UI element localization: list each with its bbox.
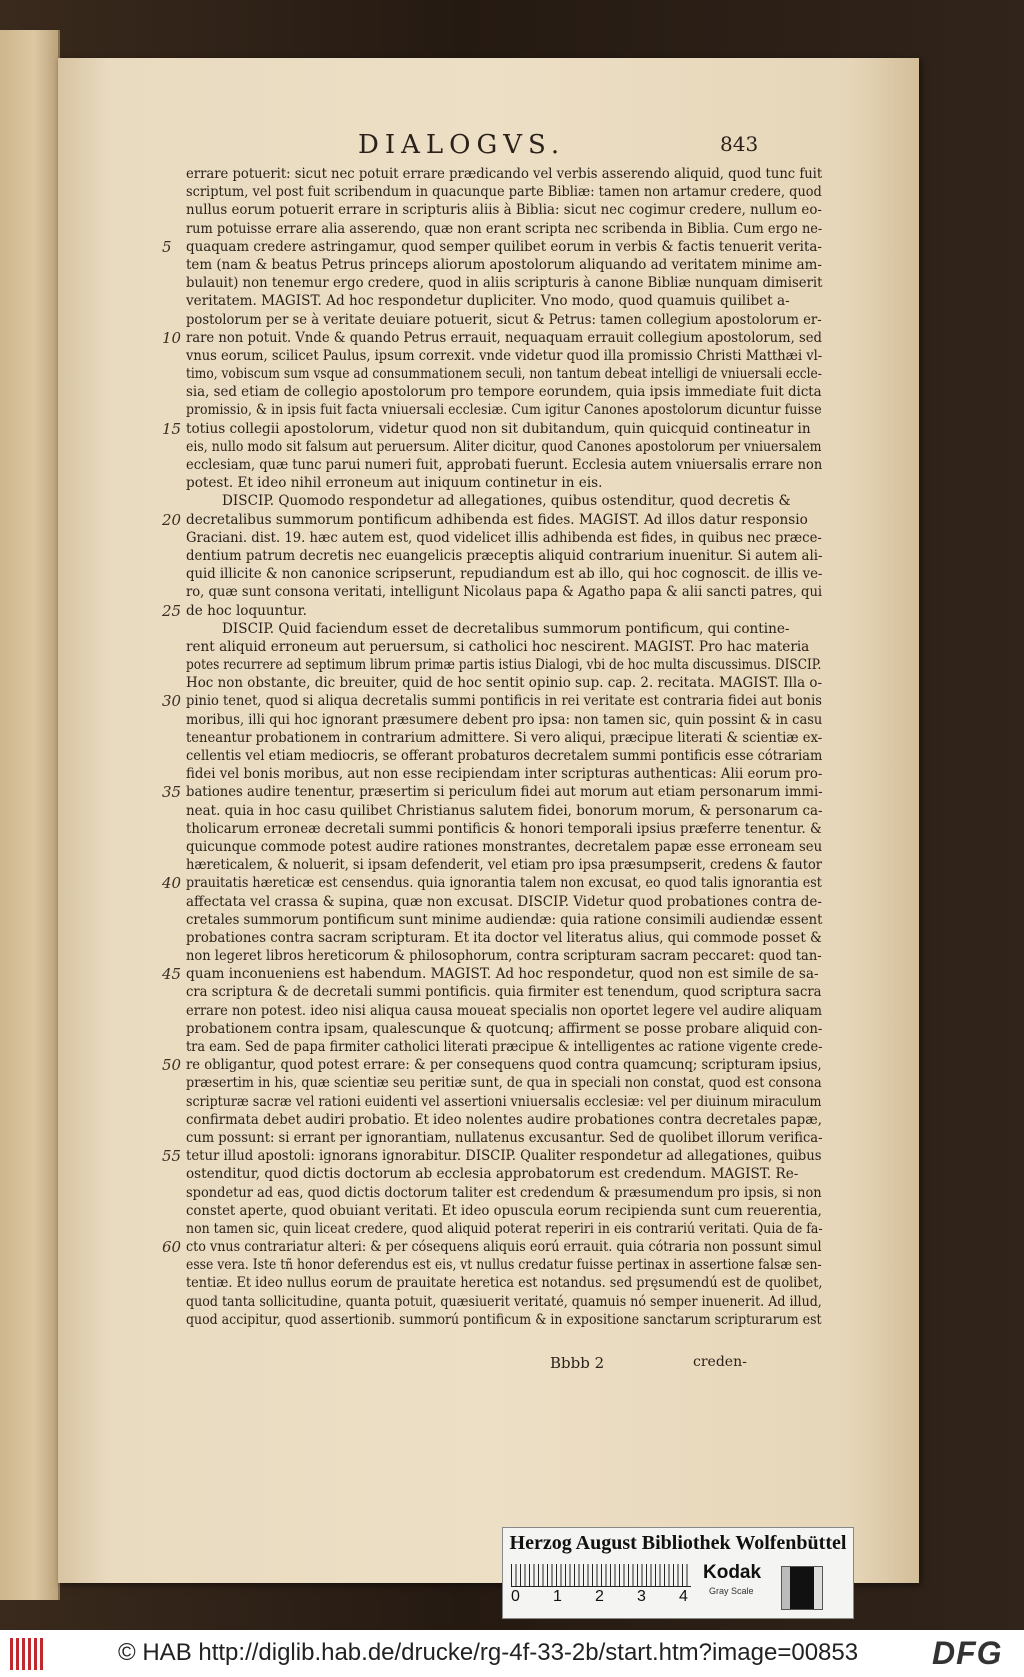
line-text: ecclesiam, quæ tunc parui numeri fuit, approbati fuerunt. Ecclesia autem vniuersalis errare non: [186, 457, 823, 473]
line-text: scripturæ sacræ vel rationi euidenti vel assertioni vniuersalis ecclesiæ: vel per diuinum miraculum: [186, 1093, 822, 1110]
line-number: 50: [162, 1056, 182, 1075]
line-text: neat. quia in hoc casu quilibet Christianus salutem fidei, bonorum morum, & personarum ca-: [186, 802, 823, 819]
hab-logo-icon: [10, 1638, 44, 1670]
text-line: [122, 456, 822, 474]
line-text: fidei vel bonis moribus, aut non esse recipiendam inter scripturas authenticas: Alii eorum pro-: [186, 766, 823, 783]
text-line: [122, 765, 822, 783]
ruler-number: 4: [679, 1588, 688, 1605]
text-line: [122, 583, 822, 601]
line-text: hæreticalem, & noluerit, si ipsam defenderit, vel etiam pro ipsa præsumpserit, credens & fautor: [186, 857, 822, 874]
text-line: [122, 1165, 822, 1183]
line-text: rent aliquid erroneum aut peruersum, si catholici hoc nescirent. MAGIST. Pro hac materia: [186, 638, 810, 655]
line-text: tetur illud apostoli: ignorans ignorabitur. DISCIP. Qualiter respondetur ad allegationes, quibus: [186, 1148, 822, 1165]
text-line: [122, 820, 822, 838]
text-line: [122, 529, 822, 547]
text-line: [122, 1238, 822, 1256]
line-number: 60: [162, 1238, 182, 1257]
book-page: [58, 58, 919, 1583]
line-text: eis, nullo modo sit falsum aut peruersum. Aliter dicitur, quod Canones apostolorum per vniuersalem: [186, 438, 822, 455]
text-line: [122, 983, 822, 1001]
line-text: rum potuisse errare alia asserendo, quæ non erant scripta nec scribenda in Biblia. Cum ergo ne-: [186, 220, 823, 237]
line-text: probationes contra sacram scripturam. Et ita doctor vel literatus alius, qui commode posset &: [186, 929, 822, 946]
text-line: [122, 1020, 822, 1038]
text-line: [122, 220, 822, 238]
line-text: DISCIP. Quid faciendum esset de decretalibus summorum pontificum, qui contine-: [222, 620, 790, 637]
text-line: [122, 729, 822, 747]
line-text: esse vera. Iste tñ honor deferendus est eis, vt nullus credatur fuisse pertinax in assertione falsæ sen-: [186, 1257, 822, 1274]
text-line: [122, 929, 822, 947]
footer-banner: [0, 1630, 1024, 1677]
line-text: errare non potest. ideo nisi aliqua causa moueat specialis non oportet legere vel audire aliquam: [186, 1002, 823, 1019]
line-text: teneantur probationem in contrarium admittere. Si vero aliqui, præcipue literati & scientiæ ex-: [186, 729, 823, 746]
text-line: [122, 856, 822, 874]
line-number: 20: [162, 510, 182, 529]
color-calibration-card: [502, 1527, 854, 1619]
line-text: tra eam. Sed de papa firmiter catholici literati præcipue & intelligentes ac ratione vigente crede-: [186, 1039, 823, 1055]
line-text: nullus eorum potuerit errare in scripturis aliis à Biblia: sicut nec cogimur credere, nullum eo-: [186, 202, 822, 219]
line-number: 40: [162, 874, 182, 893]
line-text: dentium patrum decretis nec euangelicis præceptis aliquid contrarium inuenitur. Si autem ali-: [186, 547, 823, 564]
text-line: [122, 238, 822, 256]
line-text: affectata vel crassa & supina, quæ non excusat. DISCIP. Videtur quod probationes contra de-: [186, 893, 822, 910]
line-text: DISCIP. Quomodo respondetur ad allegationes, quibus ostenditur, quod decretis &: [222, 493, 791, 510]
line-text: spondetur ad eas, quod dictis doctorum taliter est credendum & præsumendum pro ipsis, si non: [186, 1184, 822, 1201]
text-line: [122, 692, 822, 710]
line-text: potest. Et ideo nihil erroneum aut iniquum continetur in eis.: [186, 475, 603, 492]
line-text: cellentis vel etiam mediocris, se offerant probaturos decretalem summi pontificis esse cótrariam: [186, 748, 823, 764]
line-text: ostenditur, quod dictis doctorum ab ecclesia approbatorum est credendum. MAGIST. Re-: [186, 1166, 799, 1183]
line-text: pinio tenet, quod si aliqua decretalis summi pontificis in rei veritate est contraria fidei aut bonis: [186, 693, 822, 710]
text-line: [122, 547, 822, 565]
text-line: [122, 511, 822, 529]
text-line: [122, 711, 822, 729]
text-line: [122, 620, 822, 638]
text-line: [122, 1093, 822, 1111]
line-text: Graciani. dist. 19. hæc autem est, quod videlicet illis adhibenda est fides, in quibus nec præce-: [186, 529, 822, 546]
text-line: [122, 602, 822, 620]
text-line: [122, 838, 822, 856]
text-line: [122, 947, 822, 965]
line-text: promissio, & in ipsis fuit facta vniuersali ecclesiæ. Cum igitur Canones apostolorum dicuntur fuisse: [186, 402, 822, 419]
ruler-numbers: [511, 1588, 711, 1608]
text-line: [122, 893, 822, 911]
text-line: [122, 802, 822, 820]
text-line: [122, 1311, 822, 1329]
page-header: [58, 130, 919, 160]
line-text: quam inconueniens est habendum. MAGIST. Ad hoc respondetur, quod non est simile de sa-: [186, 966, 819, 983]
line-number: 30: [162, 692, 182, 711]
line-text: sia, sed etiam de collegio apostolorum pro tempore eorundem, quia ipsis immediate fuit dicta: [186, 384, 822, 401]
line-text: non legeret libros hereticorum & philosophorum, contra scripturam sacram peccaret: quod tan-: [186, 948, 822, 965]
line-text: quicunque commode potest audire rationes monstrantes, decretalem papæ esse erroneam seu: [186, 838, 823, 855]
line-text: scriptum, vel post fuit scribendum in quacunque parte Bibliæ: tamen non artamur credere, quod: [186, 184, 822, 201]
text-line: [122, 183, 822, 201]
text-line: [122, 347, 822, 365]
text-line: [122, 674, 822, 692]
text-line: [122, 1056, 822, 1074]
gray-patch: [781, 1566, 823, 1610]
line-text: cto vnus contrariatur alteri: & per cósequens aliquis eorú errauit. quia cótraria non possunt simul: [186, 1239, 822, 1256]
line-text: quid illicite & non canonice scripserunt, repudiandum est ab illo, qui hoc cognoscit. de illis ve-: [186, 566, 823, 583]
line-text: cra scriptura & de decretali summi pontificis. quia firmiter est tenendum, quod scriptura sacra: [186, 984, 822, 1001]
line-text: tem (nam & beatus Petrus princeps aliorum apostolorum aliquando ad veritatem minime am-: [186, 256, 822, 273]
text-line: [122, 365, 822, 383]
text-line: [122, 1038, 822, 1056]
text-line: [122, 1293, 822, 1311]
text-line: [122, 1202, 822, 1220]
line-text: quod tanta sollicitudine, quanta potuit, quæsiuerit veritaté, quamuis nó semper inuenerit. Ad illud,: [186, 1293, 822, 1310]
text-line: [122, 1220, 822, 1238]
line-text: veritatem. MAGIST. Ad hoc respondetur dupliciter. Vno modo, quod quamuis quilibet a-: [186, 293, 790, 310]
text-line: [122, 438, 822, 456]
line-text: cum possunt: si errant per ignorantiam, nullatenus excusantur. Sed de quolibet illorum verifica-: [186, 1129, 823, 1146]
text-line: [122, 401, 822, 419]
line-number: 10: [162, 328, 182, 347]
line-text: tholicarum erroneæ decretali summi pontificis & honori temporali ipsius præferre tenentur. &: [186, 820, 822, 837]
line-number: 35: [162, 783, 182, 802]
copyright-url[interactable]: © HAB http://diglib.hab.de/drucke/rg-4f-33-2b/start.htm?image=00853: [118, 1639, 859, 1666]
line-text: quod accipitur, quod assertionib. summorú pontificum & in expositione sanctarum scripturarum est: [186, 1311, 822, 1328]
page-footer: [58, 1354, 919, 1376]
line-text: ro, quæ sunt consona veritati, intelligunt Nicolaus papa & Agatho papa & alii sancti patres, qui: [186, 584, 823, 601]
text-line: [122, 783, 822, 801]
text-line: [122, 201, 822, 219]
line-number: 25: [162, 601, 182, 620]
line-text: moribus, illi qui hoc ignorant præsumere debent pro ipsa: non tamen sic, quin possint & in casu: [186, 711, 823, 728]
previous-page-edge: [0, 30, 60, 1600]
page-number: 843: [720, 132, 759, 156]
text-line: [122, 329, 822, 347]
line-number: 5: [162, 237, 172, 256]
ruler-number: 1: [553, 1588, 562, 1605]
text-line: [122, 1129, 822, 1147]
line-text: rare non potuit. Vnde & quando Petrus errauit, nequaquam errauit collegium apostolorum, sed: [186, 329, 822, 346]
line-number: 55: [162, 1147, 182, 1166]
kodak-logo: Kodak: [703, 1562, 762, 1583]
text-line: [122, 420, 822, 438]
text-line: [122, 1256, 822, 1274]
text-line: [122, 292, 822, 310]
text-line: [122, 965, 822, 983]
text-line: [122, 492, 822, 510]
line-text: decretalibus summorum pontificum adhibenda est fides. MAGIST. Ad illos datur responsio: [186, 511, 808, 528]
library-name: Herzog August Bibliothek Wolfenbüttel: [509, 1532, 847, 1554]
dfg-logo: DFG: [932, 1635, 1003, 1671]
line-text: timo, vobiscum sum vsque ad consummationem seculi, non tantum debeat intelligi de vniuersali eccle-: [186, 366, 822, 383]
line-text: potes recurrere ad septimum librum primæ partis istius Dialogi, vbi de hoc multa discussimus. DISCIP.: [186, 657, 822, 674]
text-line: [122, 165, 822, 183]
line-text: quaquam credere astringamur, quod semper quilibet eorum in verbis & factis tenuerit verita-: [186, 238, 822, 255]
line-text: vnus eorum, scilicet Paulus, ipsum correxit. vnde videtur quod illa promissio Christi Matthæi vl-: [186, 347, 823, 364]
line-number: 45: [162, 965, 182, 984]
text-line: [122, 1274, 822, 1292]
text-line: [122, 656, 822, 674]
line-text: constet aperte, quod obuiant veritati. Et ideo opuscula eorum recipienda sunt cum reuerentia,: [186, 1202, 822, 1219]
line-text: bulauit) non tenemur ergo credere, quod in aliis scripturis à canone Bibliæ nunquam dimiserit: [186, 275, 823, 292]
ruler-scale: [511, 1564, 691, 1587]
text-line: [122, 874, 822, 892]
text-line: [122, 911, 822, 929]
line-text: prauitatis hæreticæ est censendus. quia ignorantia talem non excusat, eo quod talis ignorantia est: [186, 875, 822, 892]
line-text: re obligantur, quod potest errare: & per consequens quod contra quamcunq; scripturam ipsius,: [186, 1057, 822, 1074]
line-text: Hoc non obstante, dic breuiter, quid de hoc sentit opinio sup. cap. 2. recitata. MAGIST. Illa o-: [186, 675, 823, 692]
ruler-number: 2: [595, 1588, 604, 1605]
text-line: [122, 747, 822, 765]
text-line: [122, 1184, 822, 1202]
line-text: de hoc loquuntur.: [186, 602, 307, 619]
line-text: totius collegii apostolorum, videtur quod non sit dubitandum, quin quicquid contineatur in: [186, 420, 811, 437]
text-line: [122, 565, 822, 583]
line-text: non tamen sic, quin liceat credere, quod aliquid poterat reperiri in eis contrariú veritati. Quia de fa-: [186, 1220, 823, 1237]
text-line: [122, 256, 822, 274]
text-line: [122, 474, 822, 492]
text-line: [122, 1002, 822, 1020]
text-line: [122, 1111, 822, 1129]
line-text: tentiæ. Et ideo nullus eorum de prauitate heretica est notandus. sed pręsumendú est de quolibet,: [186, 1275, 823, 1292]
line-text: cretales summorum pontificum sunt minime audiendæ: quia ratione consimili audiendæ essent: [186, 911, 823, 928]
ruler-number: 0: [511, 1588, 520, 1605]
text-line: [122, 274, 822, 292]
page-body-text: [122, 165, 822, 1329]
catchword: creden-: [693, 1354, 747, 1370]
line-text: bationes audire tenentur, præsertim si periculum fidei aut morum aut etiam personarum immi-: [186, 784, 823, 801]
line-number: 15: [162, 419, 182, 438]
text-line: [122, 383, 822, 401]
ruler-number: 3: [637, 1588, 646, 1605]
text-line: [122, 638, 822, 656]
gray-scale-label: Gray Scale: [709, 1586, 754, 1596]
line-text: confirmata debet audiri probatio. Et ideo nolentes audire probationes contra decretales papæ,: [186, 1111, 822, 1128]
line-text: probationem contra ipsam, qualescunque & quotcunq; affirment se posse probare aliquid con-: [186, 1020, 823, 1037]
text-line: [122, 1074, 822, 1092]
running-title: DIALOGVS.: [358, 130, 566, 160]
text-line: [122, 1147, 822, 1165]
signature-mark: Bbbb 2: [550, 1354, 605, 1372]
line-text: errare potuerit: sicut nec potuit errare prædicando vel verbis asserendo aliquid, quod tunc fuit: [186, 166, 823, 182]
line-text: præsertim in his, quæ scientiæ seu peritiæ sunt, de qua in speciali non constat, quod est consona: [186, 1075, 822, 1092]
line-text: postolorum per se à veritate deuiare potuerit, sicut & Petrus: tamen collegium apostolorum er-: [186, 311, 822, 328]
text-line: [122, 311, 822, 329]
